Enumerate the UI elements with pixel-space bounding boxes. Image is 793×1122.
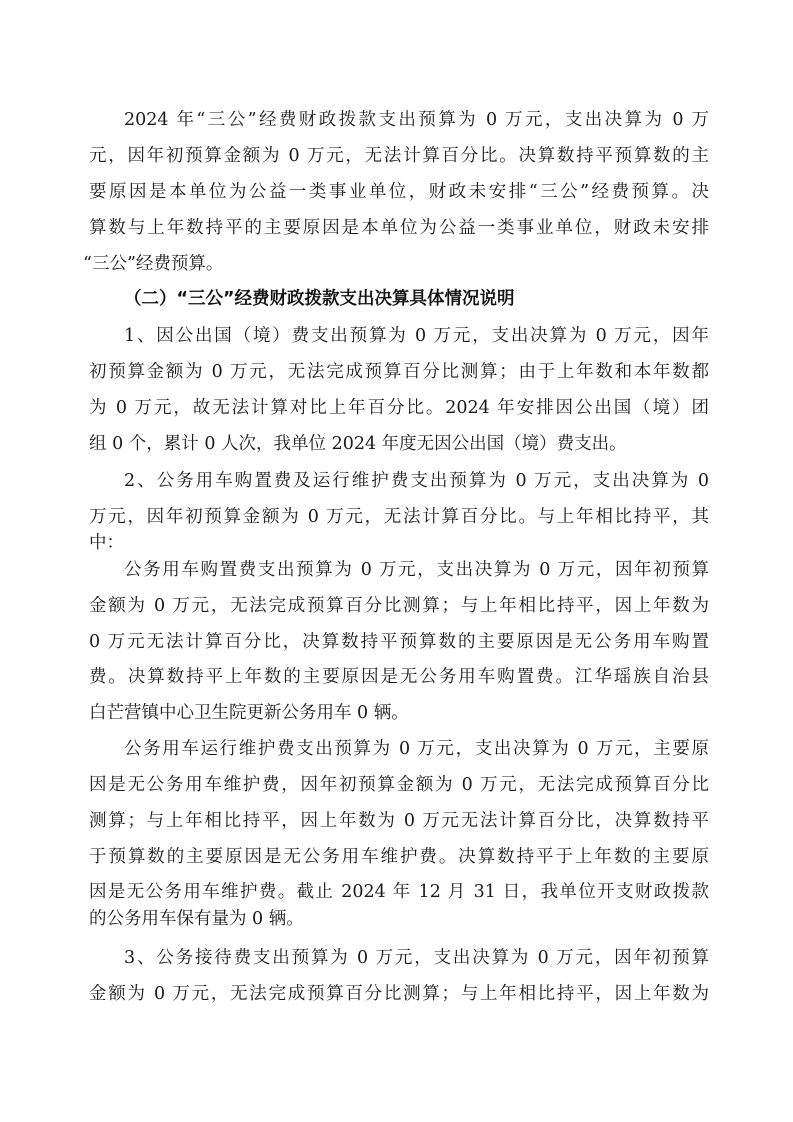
paragraph-6-line-2: 金额为 0 万元，无法完成预算百分比测算；与上年相比持平，因上年数为 bbox=[89, 984, 709, 1004]
section-heading: （二）“三公”经费财政拨款支出决算具体情况说明 bbox=[124, 289, 515, 309]
paragraph-1-line-3: 要原因是本单位为公益一类事业单位，财政未安排“三公”经费预算。决 bbox=[89, 182, 709, 202]
paragraph-2-line-1: 1、因公出国（境）费支出预算为 0 万元，支出决算为 0 万元，因年 bbox=[124, 326, 709, 346]
paragraph-3-line-1: 2、公务用车购置费及运行维护费支出预算为 0 万元，支出决算为 0 bbox=[124, 471, 709, 491]
paragraph-5-line-3: 测算；与上年相比持平，因上年数为 0 万元无法计算百分比，决算数持平 bbox=[89, 811, 709, 831]
paragraph-4-line-1: 公务用车购置费支出预算为 0 万元，支出决算为 0 万元，因年初预算 bbox=[124, 560, 709, 580]
paragraph-5-line-2: 因是无公务用车维护费，因年初预算金额为 0 万元，无法完成预算百分比 bbox=[89, 775, 709, 795]
paragraph-1-line-1: 2024 年“三公”经费财政拨款支出预算为 0 万元，支出决算为 0 万 bbox=[124, 110, 709, 130]
paragraph-2-line-3: 为 0 万元，故无法计算对比上年百分比。2024 年安排因公出国（境）团 bbox=[89, 398, 709, 418]
paragraph-3-line-2: 万元，因年初预算金额为 0 万元，无法计算百分比。与上年相比持平，其 bbox=[89, 507, 709, 527]
paragraph-4-line-4: 费。决算数持平上年数的主要原因是无公务用车购置费。江华瑶族自治县 bbox=[89, 667, 709, 687]
paragraph-1-line-5: “三公”经费预算。 bbox=[83, 254, 224, 274]
paragraph-1-line-2: 元，因年初预算金额为 0 万元，无法计算百分比。决算数持平预算数的主 bbox=[89, 146, 709, 166]
paragraph-5-line-1: 公务用车运行维护费支出预算为 0 万元，支出决算为 0 万元，主要原 bbox=[124, 739, 709, 759]
paragraph-2-line-4: 组 0 个，累计 0 人次，我单位 2024 年度无因公出国（境）费支出。 bbox=[89, 434, 627, 454]
paragraph-5-line-6: 的公务用车保有量为 0 辆。 bbox=[89, 909, 304, 929]
paragraph-4-line-3: 0 万元无法计算百分比，决算数持平预算数的主要原因是无公务用车购置 bbox=[89, 632, 709, 652]
paragraph-4-line-5: 白芒营镇中心卫生院更新公务用车 0 辆。 bbox=[89, 703, 409, 723]
paragraph-2-line-2: 初预算金额为 0 万元，无法完成预算百分比测算；由于上年数和本年数都 bbox=[89, 362, 709, 382]
paragraph-5-line-4: 于预算数的主要原因是无公务用车维护费。决算数持平于上年数的主要原 bbox=[89, 847, 709, 867]
paragraph-3-line-3: 中： bbox=[89, 533, 124, 553]
paragraph-5-line-5: 因是无公务用车维护费。截止 2024 年 12 月 31 日，我单位开支财政拨款 bbox=[89, 882, 709, 902]
paragraph-6-line-1: 3、公务接待费支出预算为 0 万元，支出决算为 0 万元，因年初预算 bbox=[124, 948, 709, 968]
paragraph-1-line-4: 算数与上年数持平的主要原因是本单位为公益一类事业单位，财政未安排 bbox=[89, 218, 709, 238]
paragraph-4-line-2: 金额为 0 万元，无法完成预算百分比测算；与上年相比持平，因上年数为 bbox=[89, 596, 709, 616]
